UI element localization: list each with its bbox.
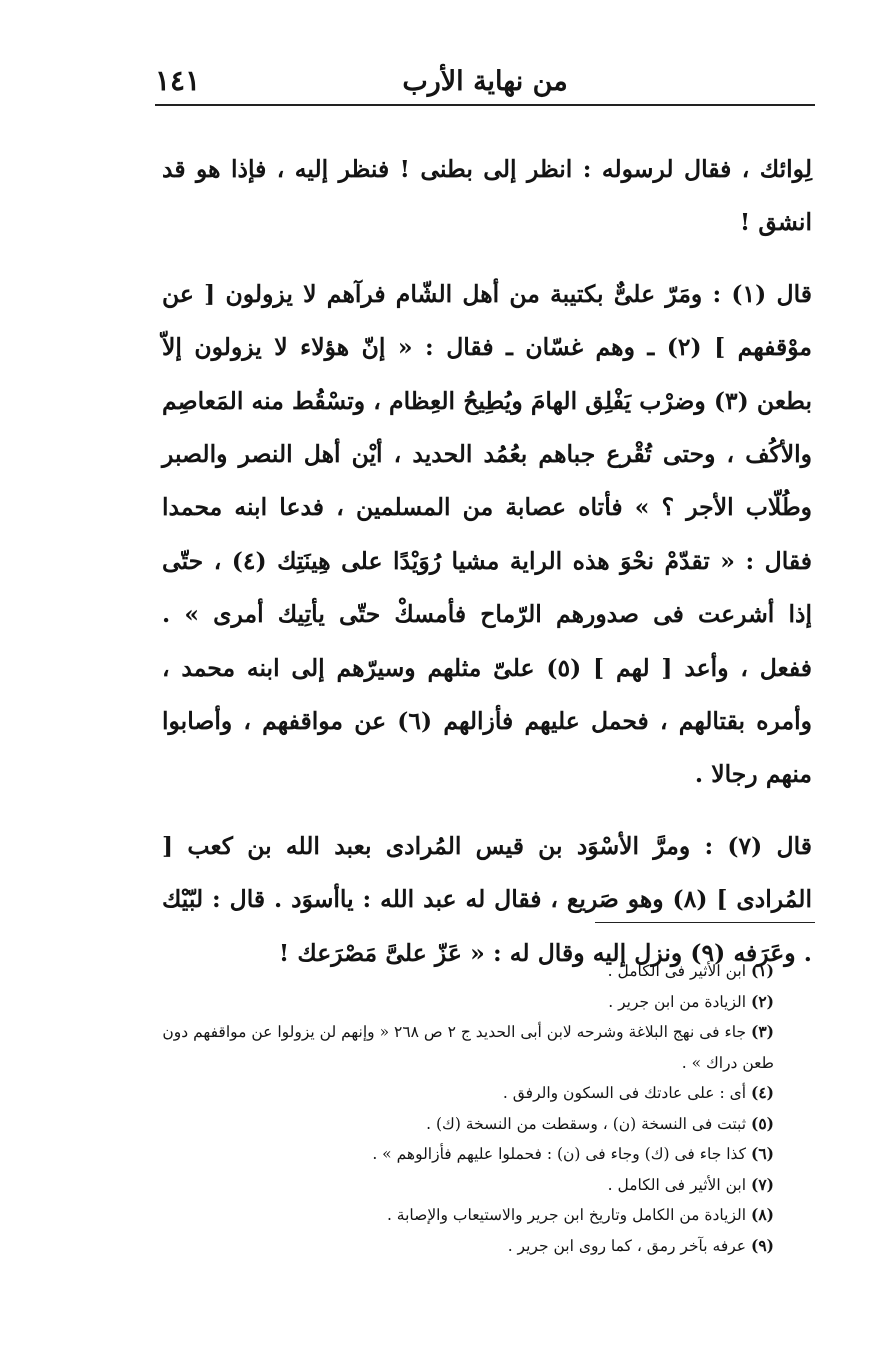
footnote-separator xyxy=(595,922,815,923)
footnote-number: (٦) xyxy=(750,1144,774,1163)
footnote-text: جاء فى نهج البلاغة وشرحه لابن أبى الحديد ج ٢ ص ٢٦٨ « وإنهم لن يزولوا عن مواقفهم دون طعن دراك » . xyxy=(162,1023,774,1072)
footnote-number: (٧) xyxy=(750,1174,774,1194)
footnote-text: عرفه بآخر رمق ، كما روى ابن جرير . xyxy=(507,1236,747,1255)
footnote-number: (٢) xyxy=(750,991,774,1011)
paragraph: قال (٧) : ومرَّ الأسْوَد بن قيس المُرادى بعبد الله بن كعب [ المُرادى ] (٨) وهو صَريع ، فقال له عبد الله : ياأسوَد . قال : لبّيْك . وعَرَفه (٩) ونزل إليه وقال له : « عَزّ علىَّ مَصْرَعك ! xyxy=(162,831,812,967)
footnote-item xyxy=(160,1231,810,1262)
footnote-item xyxy=(160,1200,810,1231)
footnote-number: (٥) xyxy=(750,1113,774,1133)
footnotes xyxy=(160,956,810,1261)
header-rule xyxy=(155,104,815,106)
footnote-item xyxy=(160,987,810,1018)
footnote-item xyxy=(160,1109,810,1140)
footnote-item xyxy=(160,1170,810,1201)
footnote-number: (٣) xyxy=(750,1022,774,1041)
footnote-text: ابن الأثير فى الكامل . xyxy=(607,962,747,980)
footnote-text: ثبتت فى النسخة (ن) ، وسقطت من النسخة (ك) . xyxy=(426,1114,747,1133)
page-header xyxy=(155,58,815,102)
footnote-item xyxy=(160,956,810,987)
footnote-number: (٩) xyxy=(750,1235,774,1255)
footnote-item xyxy=(160,1078,810,1109)
footnote-number: (١) xyxy=(750,961,774,980)
footnote-item xyxy=(160,1017,810,1078)
main-text xyxy=(162,143,812,980)
page-number: ١٤١ xyxy=(155,64,201,97)
footnote-item xyxy=(160,1139,810,1170)
paragraph: لِوائك ، فقال لرسوله : انظر إلى بطنى ! فنظر إليه ، فإذا هو قد انشق ! xyxy=(162,155,812,237)
footnote-text: الزيادة من الكامل وتاريخ ابن جرير والاستيعاب والإصابة . xyxy=(386,1206,747,1224)
running-title: من نهاية الأرب xyxy=(402,66,568,97)
paragraph: قال (١) : ومَرّ علىٌّ بكتيبة من أهل الشّام فرآهم لا يزولون [ عن موْقفهم ] (٢) ـ وهم غسّان ـ فقال : « إنّ هؤلاء لا يزولون إلاّ بطعن (٣) وضرْب يَفْلِق الهامَ ويُطِيحُ العِظام ، وتسْقُط منه المَعاصِم والأكُف ، وحتى تُقْرع جباهم بعُمُد الحديد ، أيْن أهل النصر والصبر وطُلّاب الأجر ؟ » فأتاه عصابة من المسلمين ، فدعا ابنه محمدا فقال : « تقدّمْ نحْوَ هذه الراية مشيا رُوَيْدًا على هِينَتِك (٤) ، حتّى إذا أشرعت فى صدورهم الرّماح فأمسكْ حتّى يأتِيك أمرى » . ففعل ، وأعد [ لهم ] (٥) علىّ مثلهم وسيرّهم إلى ابنه محمد ، وأمره بقتالهم ، فحمل عليهم فأزالهم (٦) عن مواقفهم ، وأصابوا منهم رجالا . xyxy=(162,279,813,789)
footnote-number: (٤) xyxy=(750,1083,774,1102)
footnote-text: الزيادة من ابن جرير . xyxy=(608,992,747,1011)
footnote-number: (٨) xyxy=(750,1205,774,1224)
footnote-text: كذا جاء فى (ك) وجاء فى (ن) : فحملوا عليهم فأزالوهم » . xyxy=(372,1145,747,1163)
footnote-text: أى : على عادتك فى السكون والرفق . xyxy=(502,1084,747,1102)
footnote-text: ابن الأثير فى الكامل . xyxy=(607,1175,747,1194)
